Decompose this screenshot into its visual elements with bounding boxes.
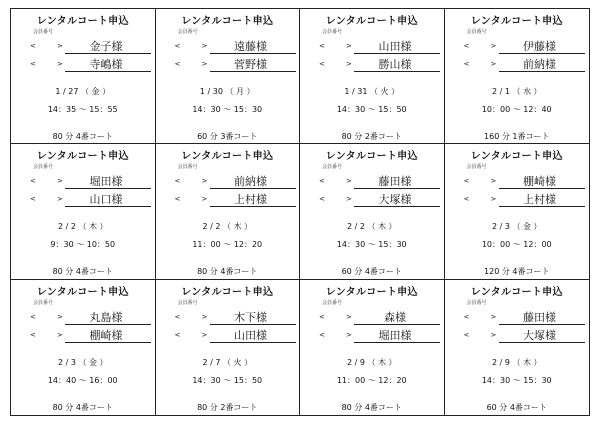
member-name: 前納様 xyxy=(523,58,556,71)
reservation-date: 2 / 9 （ 木 ） xyxy=(346,357,397,367)
reservation-time: 14：30 ～ 15：30 xyxy=(336,240,407,250)
name-underline xyxy=(65,342,151,343)
member-number-label: 会員番号 xyxy=(33,29,54,35)
rental-court-sheet xyxy=(10,8,590,416)
bracket-close: > xyxy=(201,312,208,321)
bracket-close: > xyxy=(490,177,497,186)
name-underline xyxy=(210,71,296,72)
duration-court: 80 分 4番コート xyxy=(341,402,402,412)
name-underline xyxy=(210,342,296,343)
reservation-time: 14：30 ～ 15：30 xyxy=(192,105,263,114)
bracket-open: < xyxy=(30,42,36,50)
member-number-label: 会員番号 xyxy=(466,164,487,171)
member-number-label: 会員番号 xyxy=(322,29,343,35)
name-underline xyxy=(499,188,585,189)
card-title: レンタルコート申込 xyxy=(325,286,418,298)
duration-court: 60 分 4番コート xyxy=(341,267,402,277)
duration-court: 80 分 4番コート xyxy=(52,132,113,141)
bracket-open: < xyxy=(174,330,181,339)
member-row xyxy=(445,309,590,326)
member-row xyxy=(156,56,300,73)
bracket-open: < xyxy=(463,42,470,50)
member-name: 棚崎様 xyxy=(523,175,556,189)
name-underline xyxy=(65,53,151,54)
member-name: 大塚様 xyxy=(378,193,412,207)
bracket-close: > xyxy=(57,330,63,339)
card-title: レンタルコート申込 xyxy=(325,16,418,27)
rental-card xyxy=(11,9,156,144)
member-name: 棚崎様 xyxy=(89,328,123,342)
bracket-open: < xyxy=(174,42,181,50)
reservation-date: 2 / 3 （ 金 ） xyxy=(57,357,108,367)
member-name: 堀田様 xyxy=(378,328,412,342)
member-name: 金子様 xyxy=(89,40,123,53)
member-name: 山田様 xyxy=(234,328,267,342)
rental-card xyxy=(300,144,445,279)
rental-card xyxy=(156,144,301,279)
member-row xyxy=(11,38,155,55)
member-row xyxy=(300,38,444,55)
duration-court: 120 分 4番コート xyxy=(484,267,550,277)
member-number-label: 会員番号 xyxy=(466,299,487,306)
member-row xyxy=(156,191,300,208)
name-underline xyxy=(499,342,585,343)
name-underline xyxy=(210,324,296,325)
member-number-label: 会員番号 xyxy=(177,164,198,171)
member-name: 木下様 xyxy=(234,310,267,324)
member-row xyxy=(156,38,300,55)
member-number-label: 会員番号 xyxy=(33,164,54,171)
bracket-open: < xyxy=(463,312,470,321)
member-row xyxy=(300,191,444,208)
reservation-date: 2 / 1 （ 水 ） xyxy=(491,87,542,96)
reservation-time: 14：30 ～ 15：50 xyxy=(192,375,263,385)
member-row xyxy=(156,309,300,326)
rental-card xyxy=(11,144,156,279)
bracket-open: < xyxy=(174,312,181,321)
name-underline xyxy=(65,188,151,189)
card-title: レンタルコート申込 xyxy=(36,151,129,163)
bracket-close: > xyxy=(201,42,208,50)
duration-court: 60 分 4番コート xyxy=(486,402,547,412)
member-row xyxy=(11,56,155,73)
member-row xyxy=(11,173,155,190)
reservation-time: 14：40 ～ 16：00 xyxy=(47,375,118,385)
card-title: レンタルコート申込 xyxy=(181,16,274,27)
name-underline xyxy=(499,53,585,54)
bracket-open: < xyxy=(319,177,325,186)
name-underline xyxy=(354,342,440,343)
member-name: 前納様 xyxy=(234,175,267,189)
reservation-date: 2 / 3 （ 金 ） xyxy=(491,222,542,232)
member-row xyxy=(300,173,444,190)
rental-card xyxy=(445,280,590,415)
reservation-date: 2 / 2 （ 木 ） xyxy=(57,222,108,232)
card-title: レンタルコート申込 xyxy=(36,16,129,27)
reservation-time: 14：30 ～ 15：30 xyxy=(481,375,552,385)
name-underline xyxy=(499,71,585,72)
bracket-close: > xyxy=(201,195,208,204)
member-row xyxy=(11,309,155,326)
member-name: 堀田様 xyxy=(89,175,123,189)
member-name: 遠藤様 xyxy=(234,40,267,53)
bracket-close: > xyxy=(201,177,208,186)
bracket-close: > xyxy=(346,195,352,204)
card-title: レンタルコート申込 xyxy=(470,286,563,298)
reservation-date: 2 / 7 （ 火 ） xyxy=(202,357,253,367)
reservation-time: 14：35 ～ 15：55 xyxy=(47,105,118,114)
member-row xyxy=(445,173,590,190)
reservation-time: 11：00 ～ 12：20 xyxy=(336,375,407,385)
rental-card xyxy=(445,9,590,144)
bracket-open: < xyxy=(319,312,325,321)
bracket-open: < xyxy=(319,330,325,339)
duration-court: 80 分 4番コート xyxy=(52,402,113,412)
bracket-open: < xyxy=(174,195,181,204)
name-underline xyxy=(499,324,585,325)
name-underline xyxy=(354,53,440,54)
bracket-close: > xyxy=(490,312,497,321)
bracket-close: > xyxy=(346,60,352,68)
reservation-time: 14：30 ～ 15：50 xyxy=(336,105,407,114)
name-underline xyxy=(65,71,151,72)
bracket-close: > xyxy=(201,60,208,68)
bracket-open: < xyxy=(319,60,325,68)
member-row xyxy=(300,56,444,73)
name-underline xyxy=(499,206,585,207)
reservation-date: 2 / 2 （ 木 ） xyxy=(202,222,253,232)
bracket-close: > xyxy=(57,60,63,68)
reservation-date: 2 / 2 （ 木 ） xyxy=(346,222,397,232)
member-name: 丸島様 xyxy=(89,310,123,324)
bracket-open: < xyxy=(174,177,181,186)
member-name: 上村様 xyxy=(234,193,267,207)
member-row xyxy=(445,191,590,208)
bracket-close: > xyxy=(490,42,497,50)
member-name: 大塚様 xyxy=(523,328,556,342)
member-row xyxy=(156,327,300,344)
member-number-label: 会員番号 xyxy=(466,29,487,35)
bracket-open: < xyxy=(319,42,325,50)
duration-court: 60 分 3番コート xyxy=(197,132,258,141)
member-number-label: 会員番号 xyxy=(322,299,343,306)
member-name: 山田様 xyxy=(378,40,412,53)
bracket-open: < xyxy=(30,312,36,321)
duration-court: 80 分 2番コート xyxy=(197,402,258,412)
member-name: 伊藤様 xyxy=(523,40,556,53)
bracket-close: > xyxy=(346,330,352,339)
name-underline xyxy=(210,53,296,54)
name-underline xyxy=(210,206,296,207)
card-title: レンタルコート申込 xyxy=(470,16,563,27)
reservation-date: 1 / 31 （ 火 ） xyxy=(344,87,400,96)
member-number-label: 会員番号 xyxy=(322,164,343,171)
bracket-close: > xyxy=(490,60,497,68)
bracket-close: > xyxy=(201,330,208,339)
bracket-close: > xyxy=(490,195,497,204)
name-underline xyxy=(354,324,440,325)
member-row xyxy=(11,327,155,344)
bracket-close: > xyxy=(57,42,63,50)
member-row xyxy=(300,327,444,344)
member-row xyxy=(156,173,300,190)
card-title: レンタルコート申込 xyxy=(181,286,274,298)
reservation-time: 11：00 ～ 12：20 xyxy=(192,240,263,250)
reservation-date: 2 / 9 （ 木 ） xyxy=(491,357,542,367)
name-underline xyxy=(210,188,296,189)
card-title: レンタルコート申込 xyxy=(325,151,418,163)
reservation-time: 10：00 ～ 12：40 xyxy=(481,105,552,114)
bracket-open: < xyxy=(319,195,325,204)
member-name: 藤田様 xyxy=(523,310,556,324)
member-row xyxy=(445,327,590,344)
member-row xyxy=(11,191,155,208)
reservation-date: 1 / 30 （ 月 ） xyxy=(199,87,255,96)
bracket-close: > xyxy=(57,312,63,321)
reservation-time: 9：30 ～ 10：50 xyxy=(50,240,116,250)
duration-court: 160 分 1番コート xyxy=(484,132,550,141)
name-underline xyxy=(65,206,151,207)
reservation-time: 10：00 ～ 12：00 xyxy=(481,240,552,250)
rental-card xyxy=(300,280,445,415)
card-title: レンタルコート申込 xyxy=(181,151,274,163)
member-number-label: 会員番号 xyxy=(177,29,198,35)
bracket-open: < xyxy=(30,195,36,204)
member-name: 森様 xyxy=(384,310,406,324)
name-underline xyxy=(354,188,440,189)
card-title: レンタルコート申込 xyxy=(470,151,563,163)
card-title: レンタルコート申込 xyxy=(36,286,129,298)
reservation-date: 1 / 27 （ 金 ） xyxy=(55,87,111,96)
name-underline xyxy=(354,71,440,72)
bracket-open: < xyxy=(463,330,470,339)
rental-card xyxy=(300,9,445,144)
name-underline xyxy=(354,206,440,207)
rental-card xyxy=(11,280,156,415)
member-row xyxy=(445,38,590,55)
member-name: 山口様 xyxy=(89,193,123,207)
member-name: 菅野様 xyxy=(234,58,267,71)
rental-card xyxy=(156,280,301,415)
name-underline xyxy=(65,324,151,325)
member-name: 寺嶋様 xyxy=(89,58,123,71)
bracket-open: < xyxy=(174,60,181,68)
bracket-open: < xyxy=(30,330,36,339)
bracket-open: < xyxy=(463,195,470,204)
duration-court: 80 分 4番コート xyxy=(52,267,113,277)
duration-court: 80 分 4番コート xyxy=(197,267,258,277)
bracket-open: < xyxy=(30,177,36,186)
bracket-close: > xyxy=(57,177,63,186)
bracket-close: > xyxy=(346,177,352,186)
bracket-open: < xyxy=(30,60,36,68)
bracket-close: > xyxy=(346,42,352,50)
bracket-close: > xyxy=(346,312,352,321)
bracket-open: < xyxy=(463,60,470,68)
bracket-close: > xyxy=(57,195,63,204)
member-name: 藤田様 xyxy=(378,175,412,189)
bracket-open: < xyxy=(463,177,470,186)
member-number-label: 会員番号 xyxy=(177,299,198,306)
member-row xyxy=(300,309,444,326)
member-number-label: 会員番号 xyxy=(33,299,54,306)
bracket-close: > xyxy=(490,330,497,339)
rental-card xyxy=(156,9,301,144)
member-name: 勝山様 xyxy=(378,58,412,71)
rental-card xyxy=(445,144,590,279)
member-name: 上村様 xyxy=(523,193,556,207)
duration-court: 80 分 2番コート xyxy=(341,132,402,141)
member-row xyxy=(445,56,590,73)
